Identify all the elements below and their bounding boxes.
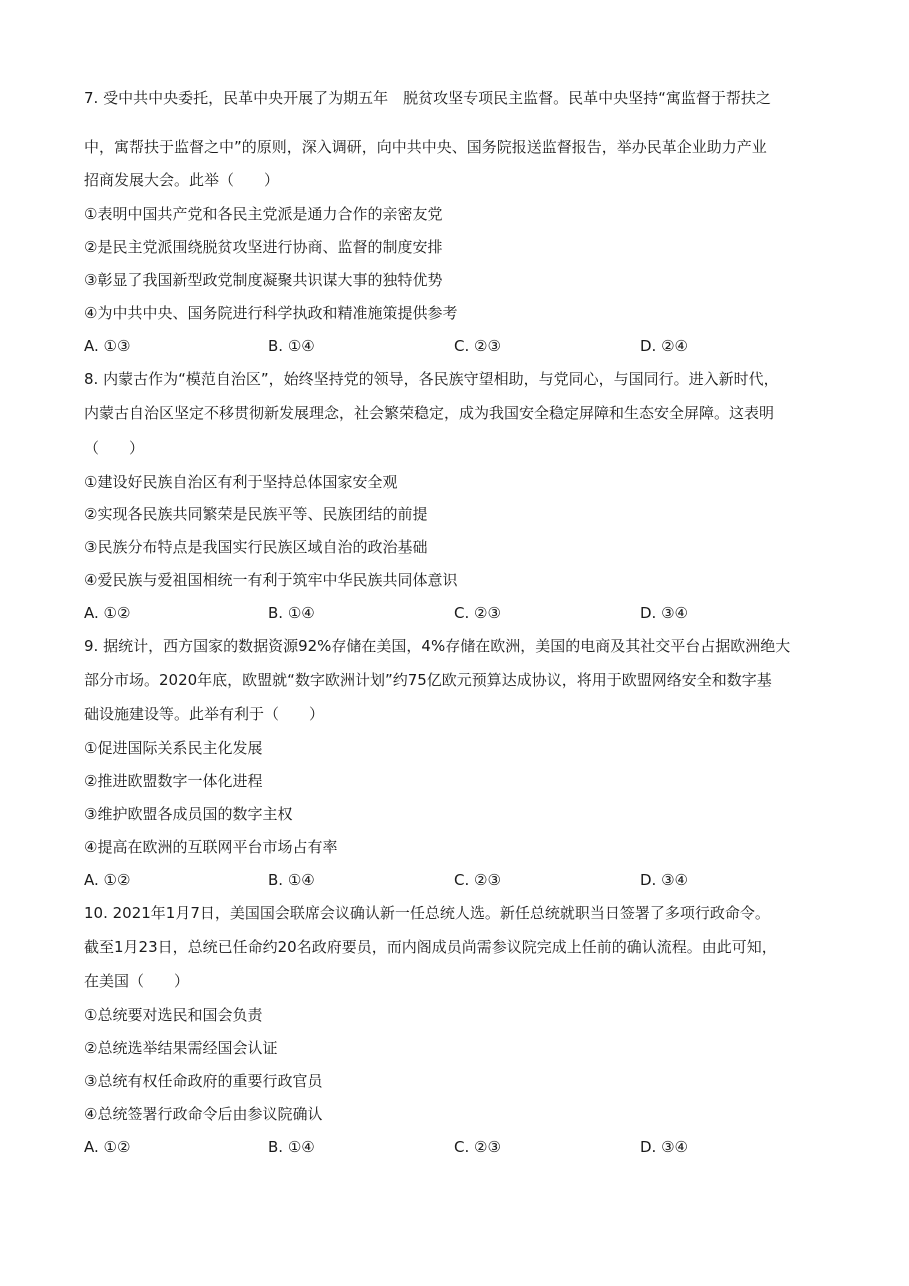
option-a: A. ①②	[84, 1138, 131, 1156]
option-b: B. ①④	[268, 337, 315, 355]
answer-options	[84, 603, 844, 623]
statement-3: ③民族分布特点是我国实行民族区域自治的政治基础	[84, 538, 428, 556]
question-stem-line: 内蒙古自治区坚定不移贯彻新发展理念，社会繁荣稳定，成为我国安全稳定屏障和生态安全屏障。这表明	[84, 404, 775, 422]
question-stem-line: 10. 2021年1月7日，美国国会联席会议确认新一任总统人选。新任总统就职当日签署了多项行政命令。	[84, 904, 770, 922]
option-c: C. ②③	[454, 1138, 501, 1156]
question-stem-line: 7. 受中共中央委托，民革中央开展了为期五年 脱贫攻坚专项民主监督。民革中央坚持“寓监督于帮扶之	[84, 89, 771, 107]
option-d: D. ③④	[640, 871, 688, 889]
option-c: C. ②③	[454, 604, 501, 622]
statement-1: ①表明中国共产党和各民主党派是通力合作的亲密友党	[84, 205, 443, 223]
answer-options	[84, 336, 844, 356]
statement-1: ①总统要对选民和国会负责	[84, 1006, 263, 1024]
statement-1: ①促进国际关系民主化发展	[84, 739, 263, 757]
option-c: C. ②③	[454, 871, 501, 889]
statement-2: ②实现各民族共同繁荣是民族平等、民族团结的前提	[84, 505, 428, 523]
answer-options	[84, 870, 844, 890]
option-a: A. ①③	[84, 337, 131, 355]
option-d: D. ③④	[640, 604, 688, 622]
option-b: B. ①④	[268, 871, 315, 889]
statement-4: ④总统签署行政命令后由参议院确认	[84, 1105, 323, 1123]
option-b: B. ①④	[268, 604, 315, 622]
statement-2: ②推进欧盟数字一体化进程	[84, 772, 263, 790]
question-stem-line: 在美国（ ）	[84, 972, 190, 990]
option-a: A. ①②	[84, 604, 131, 622]
statement-4: ④为中共中央、国务院进行科学执政和精准施策提供参考	[84, 304, 458, 322]
question-stem-line: 础设施建设等。此举有利于（ ）	[84, 705, 325, 723]
statement-3: ③总统有权任命政府的重要行政官员	[84, 1072, 323, 1090]
question-stem-line: （ ）	[84, 439, 145, 457]
question-stem-line: 部分市场。2020年底，欧盟就“数字欧洲计划”约75亿欧元预算达成协议，将用于欧盟网络安全和数字基	[84, 671, 772, 689]
option-c: C. ②③	[454, 337, 501, 355]
statement-4: ④爱民族与爱祖国相统一有利于筑牢中华民族共同体意识	[84, 571, 458, 589]
option-a: A. ①②	[84, 871, 131, 889]
statement-2: ②是民主党派围绕脱贫攻坚进行协商、监督的制度安排	[84, 238, 443, 256]
option-d: D. ③④	[640, 1138, 688, 1156]
statement-3: ③维护欧盟各成员国的数字主权	[84, 805, 293, 823]
statement-2: ②总统选举结果需经国会认证	[84, 1039, 278, 1057]
question-stem-line: 8. 内蒙古作为“模范自治区”，始终坚持党的领导，各民族守望相助，与党同心，与国同行。进入新时代，	[84, 370, 779, 388]
question-stem-line: 招商发展大会。此举（ ）	[84, 171, 280, 189]
question-stem-line: 截至1月23日，总统已任命约20名政府要员，而内阁成员尚需参议院完成上任前的确认流程。由此可知，	[84, 938, 777, 956]
statement-4: ④提高在欧洲的互联网平台市场占有率	[84, 838, 338, 856]
option-b: B. ①④	[268, 1138, 315, 1156]
answer-options	[84, 1137, 844, 1157]
statement-3: ③彰显了我国新型政党制度凝聚共识谋大事的独特优势	[84, 271, 443, 289]
statement-1: ①建设好民族自治区有利于坚持总体国家安全观	[84, 473, 398, 491]
question-stem-line: 中，寓帮扶于监督之中”的原则，深入调研，向中共中央、国务院报送监督报告，举办民革企业助力产业	[84, 138, 767, 156]
option-d: D. ②④	[640, 337, 688, 355]
question-stem-line: 9. 据统计，西方国家的数据资源92%存储在美国，4%存储在欧洲，美国的电商及其社交平台占据欧洲绝大	[84, 637, 791, 655]
